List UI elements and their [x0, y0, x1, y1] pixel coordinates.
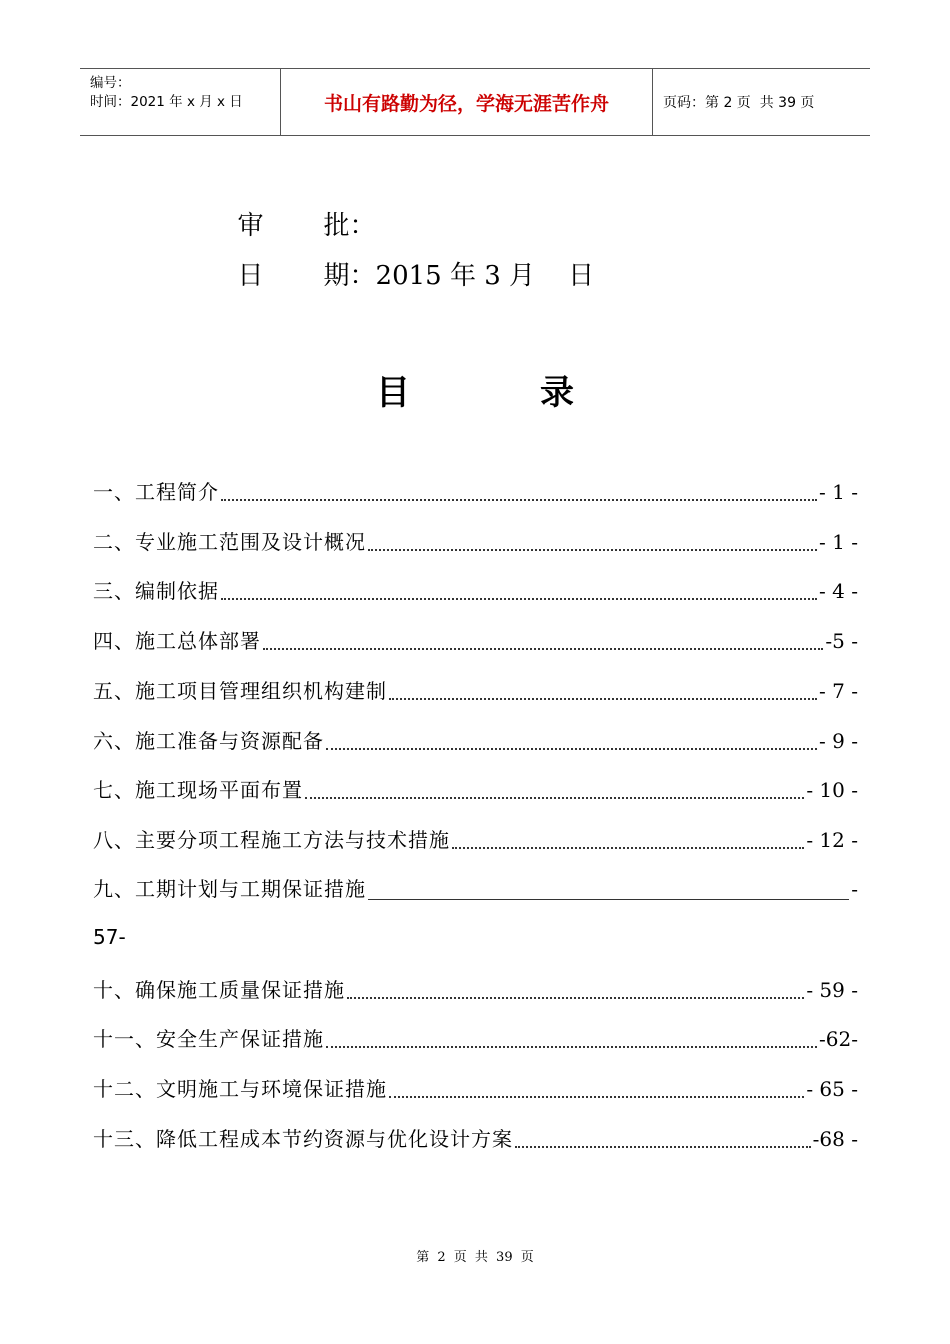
- toc-page: -68 -: [812, 1127, 858, 1151]
- toc-row[interactable]: [93, 975, 858, 1005]
- toc-page: - 7 -: [819, 679, 858, 703]
- toc-leader: [305, 781, 804, 799]
- toc-title-char-2: 录: [540, 373, 574, 413]
- toc-title: [0, 365, 950, 414]
- toc-leader: [368, 533, 817, 551]
- toc-page: - 10 -: [806, 778, 858, 802]
- toc-page: - 4 -: [819, 579, 858, 603]
- toc-label: 九、工期计划与工期保证措施: [93, 877, 366, 901]
- toc-page: -: [851, 877, 858, 901]
- toc-row[interactable]: [93, 1024, 858, 1054]
- toc-leader: [326, 1030, 817, 1048]
- toc-wrap-page: 57-: [93, 925, 126, 949]
- toc-label: 二、专业施工范围及设计概况: [93, 530, 366, 554]
- toc-page: - 1 -: [819, 480, 858, 504]
- toc-label: 十二、文明施工与环境保证措施: [93, 1077, 387, 1101]
- toc-label: 十、确保施工质量保证措施: [93, 978, 345, 1002]
- toc-title-char-1: 目: [376, 373, 410, 413]
- approve-label-2: 批：: [323, 211, 376, 241]
- motto: 书山有路勤为径，学海无涯苦作舟: [281, 69, 653, 135]
- toc-row[interactable]: [93, 626, 858, 656]
- toc-label: 一、工程简介: [93, 480, 219, 504]
- toc-leader: [221, 483, 817, 501]
- toc-row[interactable]: [93, 1124, 858, 1154]
- header-left-cell: [80, 69, 281, 135]
- toc-leader: [389, 682, 817, 700]
- toc-row[interactable]: [93, 477, 858, 507]
- toc-page: - 12 -: [806, 828, 858, 852]
- date-label-2: 期：2015 年 3 月 日: [323, 261, 595, 291]
- toc-row[interactable]: [93, 874, 858, 904]
- date-label: 日: [237, 261, 264, 291]
- toc-leader: [221, 582, 817, 600]
- time-label: 时间：2021 年 x 月 x 日: [90, 94, 243, 110]
- toc-page: -5 -: [825, 629, 858, 653]
- toc-page: - 9 -: [819, 729, 858, 753]
- toc-page: - 59 -: [806, 978, 858, 1002]
- page-info: 页码：第 2 页 共 39 页: [663, 95, 815, 111]
- toc-label: 三、编制依据: [93, 579, 219, 603]
- toc-leader: [368, 879, 849, 900]
- number-label: 编号：: [90, 75, 131, 91]
- toc-page: -62-: [819, 1027, 858, 1051]
- toc-row[interactable]: [93, 527, 858, 557]
- toc-page: - 1 -: [819, 530, 858, 554]
- toc-leader: [326, 732, 817, 750]
- toc-row[interactable]: [93, 775, 858, 805]
- toc-leader: [347, 981, 804, 999]
- toc-leader: [263, 632, 823, 650]
- date-line: [221, 225, 594, 292]
- toc-row[interactable]: [93, 825, 858, 855]
- toc-label: 六、施工准备与资源配备: [93, 729, 324, 753]
- toc-label: 八、主要分项工程施工方法与技术措施: [93, 828, 450, 852]
- toc-leader: [452, 831, 804, 849]
- toc-row[interactable]: [93, 1074, 858, 1104]
- toc-row[interactable]: [93, 726, 858, 756]
- toc-label: 四、施工总体部署: [93, 629, 261, 653]
- toc-leader: [389, 1080, 804, 1098]
- toc-page: - 65 -: [806, 1077, 858, 1101]
- toc-label: 十一、安全生产保证措施: [93, 1027, 324, 1051]
- header-page-info: [653, 69, 870, 135]
- page-footer: 第 2 页 共 39 页: [416, 1250, 534, 1265]
- header-table: [80, 68, 870, 136]
- toc-row[interactable]: [93, 676, 858, 706]
- toc-leader: [515, 1130, 811, 1148]
- toc-label: 十三、降低工程成本节约资源与优化设计方案: [93, 1127, 513, 1151]
- approve-label: 审: [237, 211, 264, 241]
- toc-row[interactable]: [93, 576, 858, 606]
- toc-label: 五、施工项目管理组织机构建制: [93, 679, 387, 703]
- toc-label: 七、施工现场平面布置: [93, 778, 303, 802]
